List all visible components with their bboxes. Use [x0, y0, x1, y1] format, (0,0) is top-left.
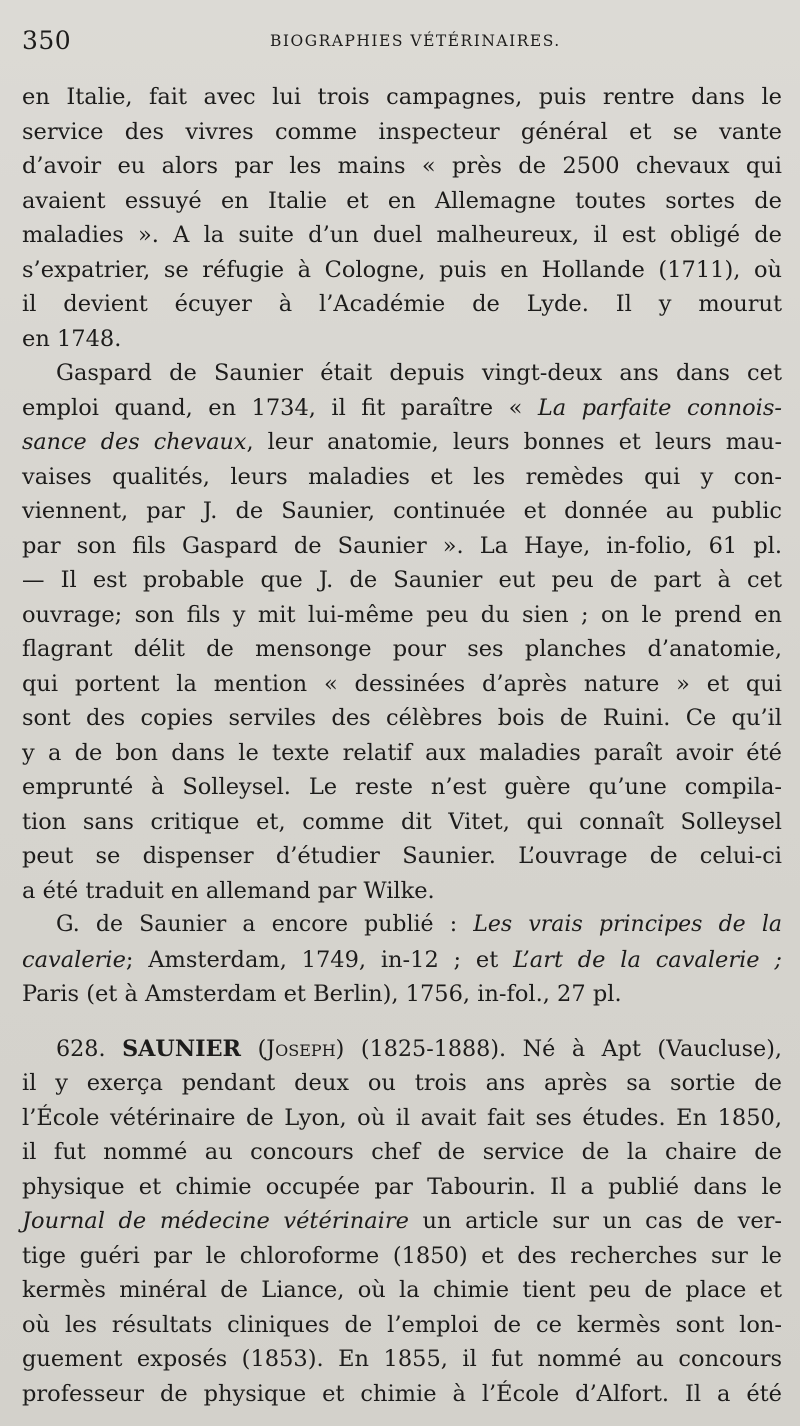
text-line — [22, 1204, 782, 1239]
text-line: maladies ». A la suite d’un duel malheureux, il est obligé de — [22, 222, 782, 248]
text-line: peut se dispenser d’étudier Saunier. L’ouvrage de celui-ci — [22, 843, 782, 869]
text-line: d’avoir eu alors par les mains « près de 2500 chevaux qui — [22, 153, 782, 179]
text-segment: , leur anatomie, leurs bonnes et leurs mau- — [246, 429, 782, 455]
text-line: emprunté à Solleysel. Le reste n’est guère qu’une compila- — [22, 774, 782, 800]
text-line: Paris (et à Amsterdam et Berlin), 1756, in-fol., 27 pl. — [22, 981, 622, 1007]
text-line: service des vivres comme inspecteur général et se vante — [22, 118, 782, 145]
text-line — [22, 391, 782, 426]
book-title: La parfaite connois- — [537, 394, 782, 421]
text-segment: un article sur un cas de ver- — [422, 1208, 782, 1234]
book-title: Les vrais principes de la — [473, 912, 782, 937]
text-line: qui portent la mention « dessinées d’après nature » et qui — [22, 670, 782, 697]
entry-heading-line — [22, 1032, 782, 1067]
text-line: kermès minéral de Liance, où la chimie tient peu de place et — [22, 1277, 782, 1303]
book-title: L’art de la cavalerie ; — [513, 946, 782, 973]
text-line — [22, 943, 782, 978]
text-line: viennent, par J. de Saunier, continuée et donnée au public — [22, 498, 782, 524]
text-line: en Italie, fait avec lui trois campagnes, puis rentre dans le — [22, 84, 782, 110]
text-line: ouvrage; son fils y mit lui-même peu du sien ; on le prend en — [22, 601, 782, 628]
body-text — [22, 80, 782, 1411]
page-header — [22, 26, 782, 60]
text-line: a été traduit en allemand par Wilke. — [22, 877, 435, 904]
text-line: Gaspard de Saunier était depuis vingt-deux ans dans cet — [56, 360, 782, 386]
text-line: avaient essuyé en Italie et en Allemagne toutes sortes de — [22, 187, 782, 214]
text-line: par son fils Gaspard de Saunier ». La Haye, in-folio, 61 pl. — [22, 532, 782, 559]
text-line: où les résultats cliniques de l’emploi de ce kermès sont lon- — [22, 1311, 782, 1338]
text-line: vaises qualités, leurs maladies et les remèdes qui y con- — [22, 463, 782, 490]
text-line: en 1748. — [22, 325, 122, 352]
book-title: sance des chevaux — [22, 429, 247, 455]
entry-surname: SAUNIER — [122, 1035, 242, 1062]
text-line: flagrant délit de mensonge pour ses planches d’anatomie, — [22, 636, 782, 662]
entry-number: 628. — [56, 1035, 106, 1062]
text-line: tige guéri par le chloroforme (1850) et des recherches sur le — [22, 1242, 782, 1269]
text-segment: ; Amsterdam, 1749, in-12 ; et — [125, 946, 499, 973]
text-line: il devient écuyer à l’Académie de Lyde. Il y mourut — [22, 291, 782, 317]
text-line: il fut nommé au concours chef de service de la chaire de — [22, 1139, 782, 1165]
page-number: 350 — [22, 26, 72, 55]
text-line: tion sans critique et, comme dit Vitet, qui connaît Solleysel — [22, 808, 782, 835]
text-line: sont des copies serviles des célèbres bois de Ruini. Ce qu’il — [22, 705, 782, 731]
text-line: s’expatrier, se réfugie à Cologne, puis en Hollande (1711), où — [22, 256, 782, 283]
text-line: guement exposés (1853). En 1855, il fut nommé au concours — [22, 1346, 782, 1372]
text-line: — Il est probable que J. de Saunier eut peu de part à cet — [22, 567, 782, 593]
entry-forename: (Joseph) — [257, 1035, 345, 1062]
text-segment: (1825-1888). Né à Apt (Vaucluse), — [360, 1035, 782, 1062]
journal-title: Journal de médecine vétérinaire — [22, 1208, 409, 1234]
text-line — [22, 908, 782, 943]
text-line: y a de bon dans le texte relatif aux maladies paraît avoir été — [22, 739, 782, 766]
text-line: l’École vétérinaire de Lyon, où il avait fait ses études. En 1850, — [22, 1104, 782, 1131]
running-head: BIOGRAPHIES VÉTÉRINAIRES. — [270, 32, 561, 50]
text-line: physique et chimie occupée par Tabourin. Il a publié dans le — [22, 1173, 782, 1200]
book-title: cavalerie — [22, 946, 126, 973]
text-line: professeur de physique et chimie à l’École d’Alfort. Il a été — [22, 1380, 782, 1407]
text-line: il y exerça pendant deux ou trois ans après sa sortie de — [22, 1070, 782, 1096]
text-segment: G. de Saunier a encore publié : — [56, 912, 458, 937]
text-line — [22, 425, 782, 460]
text-segment: emploi quand, en 1734, il fit paraître « — [22, 394, 523, 421]
section-gap — [22, 1012, 782, 1032]
